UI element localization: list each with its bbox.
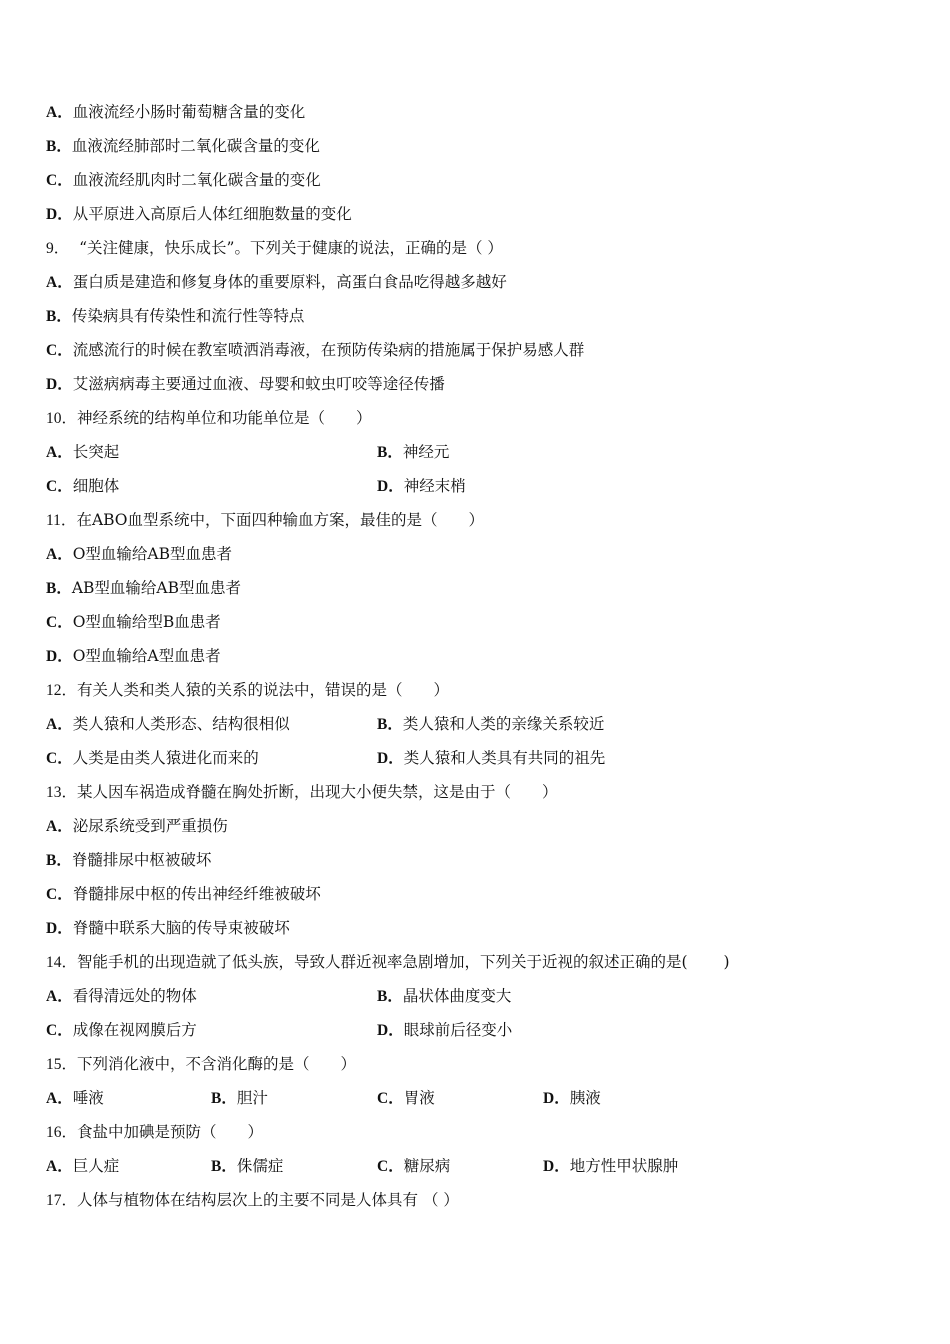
option-text: 眼球前后径变小 [403, 1021, 513, 1039]
option-letter: B． [211, 1090, 237, 1107]
option-text: 脊髓排尿中枢的传出神经纤维被破坏 [72, 885, 321, 903]
q11-option-b [46, 576, 241, 600]
q10-option-b [377, 440, 449, 465]
q9-option-d [46, 372, 445, 396]
question-number: 14． [46, 954, 78, 971]
option-text: 类人猿和人类形态、结构很相似 [72, 715, 290, 733]
option-text: 地方性甲状腺肿 [569, 1157, 679, 1175]
option-text: 胆汁 [236, 1089, 268, 1107]
option-letter: A． [46, 546, 73, 563]
option-letter: C． [46, 614, 73, 631]
option-letter: C． [46, 342, 73, 359]
q8-option-c [46, 168, 321, 192]
q16-options-row [46, 1154, 906, 1178]
option-letter: B． [377, 988, 403, 1005]
question-text: 下列消化液中，不含消化酶的是（ ） [77, 1055, 357, 1073]
option-letter: C． [377, 1158, 404, 1175]
q10-option-a [46, 440, 119, 465]
option-text: O型血输给AB型血患者 [72, 545, 232, 563]
q15-stem [46, 1052, 356, 1076]
q10-option-c [46, 474, 119, 499]
option-text: 从平原进入高原后人体红细胞数量的变化 [72, 205, 352, 223]
q15-option-a [46, 1086, 104, 1111]
q14-option-a [46, 984, 197, 1009]
q9-stem [46, 236, 503, 260]
q11-option-d [46, 644, 221, 668]
q15-option-d [543, 1086, 601, 1111]
q13-option-b [46, 848, 211, 872]
q10-stem [46, 406, 372, 430]
option-letter: A． [46, 1158, 73, 1175]
q12-option-d [377, 746, 605, 771]
question-text: 某人因车祸造成脊髓在胸处折断，出现大小便失禁，这是由于（ ） [77, 783, 558, 801]
q12-options-row-2 [46, 746, 906, 770]
option-text: O型血输给A型血患者 [72, 647, 221, 665]
option-text: AB型血输给AB型血患者 [71, 579, 242, 597]
option-text: 糖尿病 [403, 1157, 451, 1175]
question-number: 17． [46, 1192, 78, 1209]
question-number: 16． [46, 1124, 78, 1141]
option-text: 流感流行的时候在教室喷洒消毒液，在预防传染病的措施属于保护易感人群 [72, 341, 585, 359]
question-text: 在ABO血型系统中，下面四种输血方案，最佳的是（ ） [76, 511, 485, 529]
option-text: 脊髓中联系大脑的传导束被破坏 [72, 919, 290, 937]
q13-option-d [46, 916, 290, 940]
option-letter: D． [46, 648, 73, 665]
option-letter: B． [377, 444, 403, 461]
question-number: 15． [46, 1056, 78, 1073]
q9-option-b [46, 304, 304, 328]
q16-option-c [377, 1154, 450, 1179]
question-text: 神经系统的结构单位和功能单位是（ ） [77, 409, 372, 427]
option-text: 晶状体曲度变大 [402, 987, 512, 1005]
q15-options-row [46, 1086, 906, 1110]
question-number: 13． [46, 784, 78, 801]
q13-option-a [46, 814, 228, 838]
option-text: 细胞体 [72, 477, 120, 495]
q8-option-d [46, 202, 352, 226]
option-letter: B． [46, 308, 72, 325]
question-number: 11． [46, 512, 77, 529]
option-letter: A． [46, 274, 73, 291]
question-number: 10． [46, 410, 78, 427]
option-text: 泌尿系统受到严重损伤 [72, 817, 228, 835]
q12-stem [46, 678, 449, 702]
q16-stem [46, 1120, 263, 1144]
option-text: 蛋白质是建造和修复身体的重要原料，高蛋白食品吃得越多越好 [72, 273, 507, 291]
q12-option-b [377, 712, 604, 737]
q14-option-c [46, 1018, 197, 1043]
option-text: 侏儒症 [236, 1157, 284, 1175]
option-letter: B． [211, 1158, 237, 1175]
option-text: 艾滋病病毒主要通过血液、母婴和蚊虫叮咬等途径传播 [72, 375, 445, 393]
q14-options-row-2 [46, 1018, 906, 1042]
option-letter: C． [46, 1022, 73, 1039]
q15-option-c [377, 1086, 435, 1111]
option-letter: B． [46, 852, 72, 869]
q12-option-a [46, 712, 290, 737]
question-text: 食盐中加碘是预防（ ） [77, 1123, 264, 1141]
option-text: 长突起 [72, 443, 120, 461]
q11-option-a [46, 542, 232, 566]
option-letter: D． [46, 920, 73, 937]
q15-option-b [211, 1086, 268, 1111]
q11-option-c [46, 610, 221, 634]
q17-stem [46, 1188, 459, 1212]
question-text: 有关人类和类人猿的关系的说法中，错误的是（ ） [77, 681, 450, 699]
q12-options-row-1 [46, 712, 906, 736]
option-letter: A． [46, 716, 73, 733]
q14-option-b [377, 984, 511, 1009]
option-letter: B． [46, 138, 72, 155]
q14-option-d [377, 1018, 512, 1043]
option-letter: B． [377, 716, 403, 733]
option-text: 脊髓排尿中枢被破坏 [71, 851, 212, 869]
option-letter: D． [377, 1022, 404, 1039]
option-text: 神经末梢 [403, 477, 466, 495]
question-number: 9． [46, 240, 70, 257]
option-letter: A． [46, 1090, 73, 1107]
option-letter: A． [46, 988, 73, 1005]
option-text: 血液流经肺部时二氧化碳含量的变化 [71, 137, 320, 155]
option-text: 神经元 [402, 443, 450, 461]
option-letter: D． [46, 206, 73, 223]
q8-option-a [46, 100, 305, 124]
question-number: 12． [46, 682, 78, 699]
q14-options-row-1 [46, 984, 906, 1008]
q10-options-row-2 [46, 474, 906, 498]
q9-option-a [46, 270, 507, 294]
q16-option-b [211, 1154, 283, 1179]
option-letter: D． [543, 1090, 570, 1107]
option-letter: D． [46, 376, 73, 393]
option-letter: C． [46, 750, 73, 767]
option-text: 看得清远处的物体 [72, 987, 197, 1005]
option-letter: D． [543, 1158, 570, 1175]
q13-stem [46, 780, 558, 804]
option-letter: C． [46, 478, 73, 495]
q11-stem [46, 508, 484, 532]
q16-option-d [543, 1154, 678, 1179]
option-letter: A． [46, 818, 73, 835]
option-text: 巨人症 [72, 1157, 120, 1175]
q9-option-c [46, 338, 584, 362]
option-text: 胰液 [569, 1089, 601, 1107]
q14-stem [46, 950, 730, 974]
question-text: 智能手机的出现造就了低头族，导致人群近视率急剧增加，下列关于近视的叙述正确的是( ) [77, 953, 730, 971]
option-text: 血液流经肌肉时二氧化碳含量的变化 [72, 171, 321, 189]
q10-options-row-1 [46, 440, 906, 464]
q8-option-b [46, 134, 320, 158]
option-letter: D． [377, 478, 404, 495]
q10-option-d [377, 474, 466, 499]
option-text: 唾液 [72, 1089, 104, 1107]
question-text: 人体与植物体在结构层次上的主要不同是人体具有 （ ） [77, 1191, 459, 1209]
q13-option-c [46, 882, 321, 906]
option-letter: D． [377, 750, 404, 767]
question-text: “关注健康，快乐成长”。下列关于健康的说法，正确的是（ ） [79, 239, 503, 257]
option-text: 类人猿和人类具有共同的祖先 [403, 749, 606, 767]
q16-option-a [46, 1154, 119, 1179]
option-text: 传染病具有传染性和流行性等特点 [71, 307, 305, 325]
option-text: O型血输给型B血患者 [72, 613, 221, 631]
option-letter: C． [46, 172, 73, 189]
option-text: 类人猿和人类的亲缘关系较近 [402, 715, 605, 733]
option-letter: C． [46, 886, 73, 903]
option-letter: B． [46, 580, 72, 597]
option-text: 胃液 [403, 1089, 435, 1107]
q12-option-c [46, 746, 259, 771]
option-letter: C． [377, 1090, 404, 1107]
option-text: 成像在视网膜后方 [72, 1021, 197, 1039]
option-text: 血液流经小肠时葡萄糖含量的变化 [72, 103, 306, 121]
option-letter: A． [46, 444, 73, 461]
option-text: 人类是由类人猿进化而来的 [72, 749, 259, 767]
option-letter: A． [46, 104, 73, 121]
